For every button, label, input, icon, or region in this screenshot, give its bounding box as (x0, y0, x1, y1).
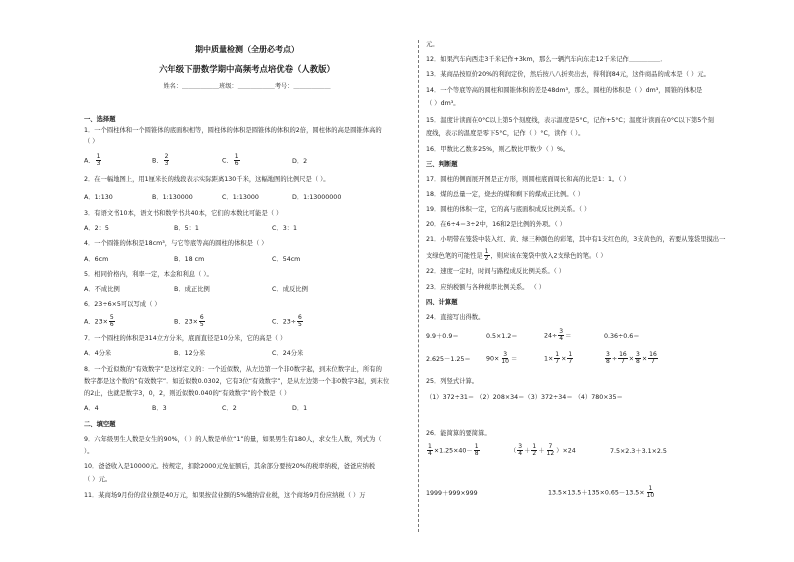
q4-option-b: B．18 cm (174, 256, 205, 263)
q5-option-c: C．成反比例 (272, 286, 308, 293)
q15-text-line2: 度线，表示的温度是零下5°C，记作（ ）°C，读作（ ）。 (426, 130, 585, 137)
q6-option-c: C．23÷ $\frac{6}{5}$ (272, 314, 302, 328)
simplify-2: （ $\frac{3}{4}$ ＋ $\frac{1}{2}$ ＋ $\frac{7}{12}$ ）×24 (510, 443, 576, 457)
q11-text: 11．某商场9月份的营业额是40万元，如果按营业额的5%缴纳营业税，这个商场9月份应纳税（ ）万 (84, 492, 366, 499)
q9-text-line2: ）。 (84, 448, 94, 455)
q7-option-c: C．24分米 (272, 350, 304, 357)
q7-option-b: B．12分米 (174, 350, 206, 357)
q14-text-line2: （ ）dm³。 (426, 100, 460, 107)
calc-2d: $\frac{3}{8}$ ÷ $\frac{16}{7}$ × $\frac{3}{8}$ × $\frac{16}{7}$ (606, 351, 657, 365)
q8-text-line3: 的2止，也就是数字3，0，2，则近似数0.040的“有效数字”的个数是（ ） (84, 390, 291, 397)
q4-text: 4．一个圆锥的体积是18cm³，与它等底等高的圆柱的体积是（ ） (84, 240, 268, 247)
calc-1d: 0.36÷0.6＝ (604, 333, 640, 340)
q2-option-c: C．1:13000 (222, 194, 259, 201)
q12-text: 12．如果汽车向西走3千米记作+3km，那么一辆汽车向东走12千米记作＿＿＿＿＿． (426, 56, 667, 63)
q1-option-c: C． $\frac{1}{6}$ (222, 153, 239, 167)
q10-text-line2: （ ）元。 (84, 476, 112, 483)
calc-1a: 9.9＋0.9＝ (426, 333, 459, 340)
q7-option-a: A．4分米 (84, 350, 112, 357)
q8-text-line2: 数字都是这个数的“有效数字”．如近似数0.0302，它有3位“有效数字”，是从左边第一个非0数字3起，到末位 (84, 378, 390, 385)
q1-paren: （ ） (84, 138, 99, 145)
q26-text: 26．能简算的要简算。 (426, 430, 491, 437)
q7-text: 7．一个圆柱的体积是314立方分米，底面直径是10分米，它的高是（ ） (84, 335, 287, 342)
q5-text: 5．相同价格内，利率一定，本金和利息（ ）。 (84, 271, 213, 278)
exam-subtitle: 六年级下册数学期中高频考点培优卷（人教版） (159, 64, 335, 74)
q8-option-d: D．1 (292, 405, 308, 412)
q15-text-line1: 15．温度计读面在0°C以上第5个刻度线，表示温度是5°C，记作+5°C；温度计读面在0°C以下第5个刻 (426, 117, 714, 124)
q2-option-a: A．1:130 (84, 194, 113, 201)
q5-option-a: A．不成比例 (84, 286, 120, 293)
q21-text-line2: 支绿色笔的可能性是 $\frac{1}{2}$ ，则应该在笼袋中放入2支绿色的笔。（ ） (426, 248, 607, 262)
q17-text: 17．圆柱的侧面展开图是正方形，则圆柱底面周长和高的比是1：1。（ ） (426, 176, 630, 183)
q19-text: 19．圆柱的体积一定，它的高与底面积成反比例关系。（ ） (426, 206, 591, 213)
q8-option-a: A．4 (84, 405, 99, 412)
q2-option-b: B．1:130000 (152, 194, 193, 201)
q4-option-c: C．54cm (272, 256, 301, 263)
q1-option-d: D．2 (292, 158, 308, 165)
section-true-false: 三、判断题 (426, 161, 458, 168)
column-divider (418, 40, 419, 532)
q6-option-a: A．23× $\frac{5}{6}$ (84, 314, 114, 328)
q1-option-a: A． $\frac{1}{3}$ (84, 153, 101, 167)
q21-text-line1: 21．小明带在笼袋中装入红、黄、绿三种颜色的彩笔，其中有1支红色的，3支黄色的，若要从笼袋里摸出一 (426, 236, 726, 243)
section-calculation: 四、计算题 (426, 299, 458, 306)
q10-text-line1: 10．爸爸收入是10000元。按规定，扣除2000元免征额后，其余部分要按20%的税率纳税，爸爸应纳税 (84, 463, 376, 470)
simplify-1: $\frac{1}{4}$ ×1.25×40－ $\frac{1}{8}$ (428, 443, 479, 457)
calc-1b: 0.5×1.2＝ (486, 333, 518, 340)
q20-text: 20．在6÷4＝3÷2中，16和2是比例的外项。（ ） (426, 221, 566, 228)
q23-text: 23．应纳税额与各种税率比例关系。 （ ） (426, 284, 546, 291)
q5-option-b: B．成正比例 (174, 286, 210, 293)
q6-text: 6．23÷6×5可以写成（ ） (84, 301, 161, 308)
q3-option-c: C．3：1 (272, 225, 298, 232)
vertical-calc-items: （1）372÷31＝ （2）208×34＝（3）372÷34＝ （4）780×35＝ (426, 394, 623, 401)
exam-title: 期中质量检测（全册必考点） (195, 45, 299, 54)
q2-option-d: D．1:13000000 (292, 194, 342, 201)
q18-text: 18．煤的总量一定，烧去的煤和剩下的煤成正比例。（ ） (426, 191, 584, 198)
simplify-4: 1999＋999×999 (426, 490, 478, 497)
simplify-3: 7.5×2.3＋3.1×2.5 (610, 448, 667, 455)
q11-continuation: 元。 (426, 41, 439, 48)
q8-option-c: C．2 (222, 405, 237, 412)
q6-option-b: B．23× $\frac{6}{5}$ (174, 314, 204, 328)
section-choice: 一、选择题 (84, 116, 116, 123)
q4-option-a: A．6cm (84, 256, 109, 263)
q25-text: 25．列竖式计算。 (426, 378, 479, 385)
calc-2c: 1× $\frac{1}{7}$ × $\frac{1}{7}$ (544, 351, 573, 365)
calc-1c: 24÷ $\frac{3}{4}$ ＝ (544, 328, 572, 342)
q16-text: 16．甲数比乙数多25%，则乙数比甲数少（ ）%。 (426, 146, 570, 153)
q2-text: 2．在一幅地图上，用1厘米长的线段表示实际距离130千米，这幅地图的比例尺是（ ）。 (84, 176, 330, 183)
q1-option-b: B． $\frac{2}{3}$ (152, 153, 169, 167)
q3-text: 3．有语文书10本，语文书和数学书共40本，它们的本数比可能是（ ） (84, 210, 283, 217)
q24-text: 24．直接写出得数。 (426, 314, 485, 321)
q1-text: 1．一个圆柱体和一个圆锥体的底面积相等，圆柱体的体积是圆锥体的体积的2倍，圆柱体的高是圆锥体高的 (84, 127, 382, 134)
calc-2a: 2.625－1.25＝ (426, 356, 471, 363)
student-info-line: 姓名：＿＿＿＿＿＿班级：＿＿＿＿＿＿考号：＿＿＿＿＿＿ (163, 83, 331, 90)
q3-option-b: B．5：1 (174, 225, 199, 232)
q9-text-line1: 9．六年级男生人数是女生的90%，（ ）的人数是单位“1”的量，如果男生有180人，求女生人数，列式为（ (84, 436, 382, 443)
q13-text: 13．某商品按原价20%的利润定价，然后按八八折卖出去，得利润84元，这件商品的成本是（ ）元。 (426, 71, 710, 78)
q22-text: 22．速度一定时，时间与路程成反比例关系。（ ） (426, 268, 566, 275)
section-fill-blank: 二、填空题 (84, 421, 116, 428)
calc-2b: 90× $\frac{3}{10}$ ＝ (486, 351, 518, 365)
q14-text-line1: 14．一个等底等高的圆柱和圆锥体积的差是48dm³，那么，圆柱的体积是（ ）dm³，圆锥的体积是 (426, 87, 703, 94)
simplify-5: 13.5×13.5＋135×0.65－13.5× $\frac{1}{10}$ (548, 485, 655, 499)
q3-option-a: A．2：5 (84, 225, 109, 232)
q8-option-b: B．3 (152, 405, 167, 412)
q8-text-line1: 8．一个近似数的“有效数字”是这样定义的：一个近似数，从左边第一个非0数字起，到末位数字止，所有的 (84, 366, 382, 373)
